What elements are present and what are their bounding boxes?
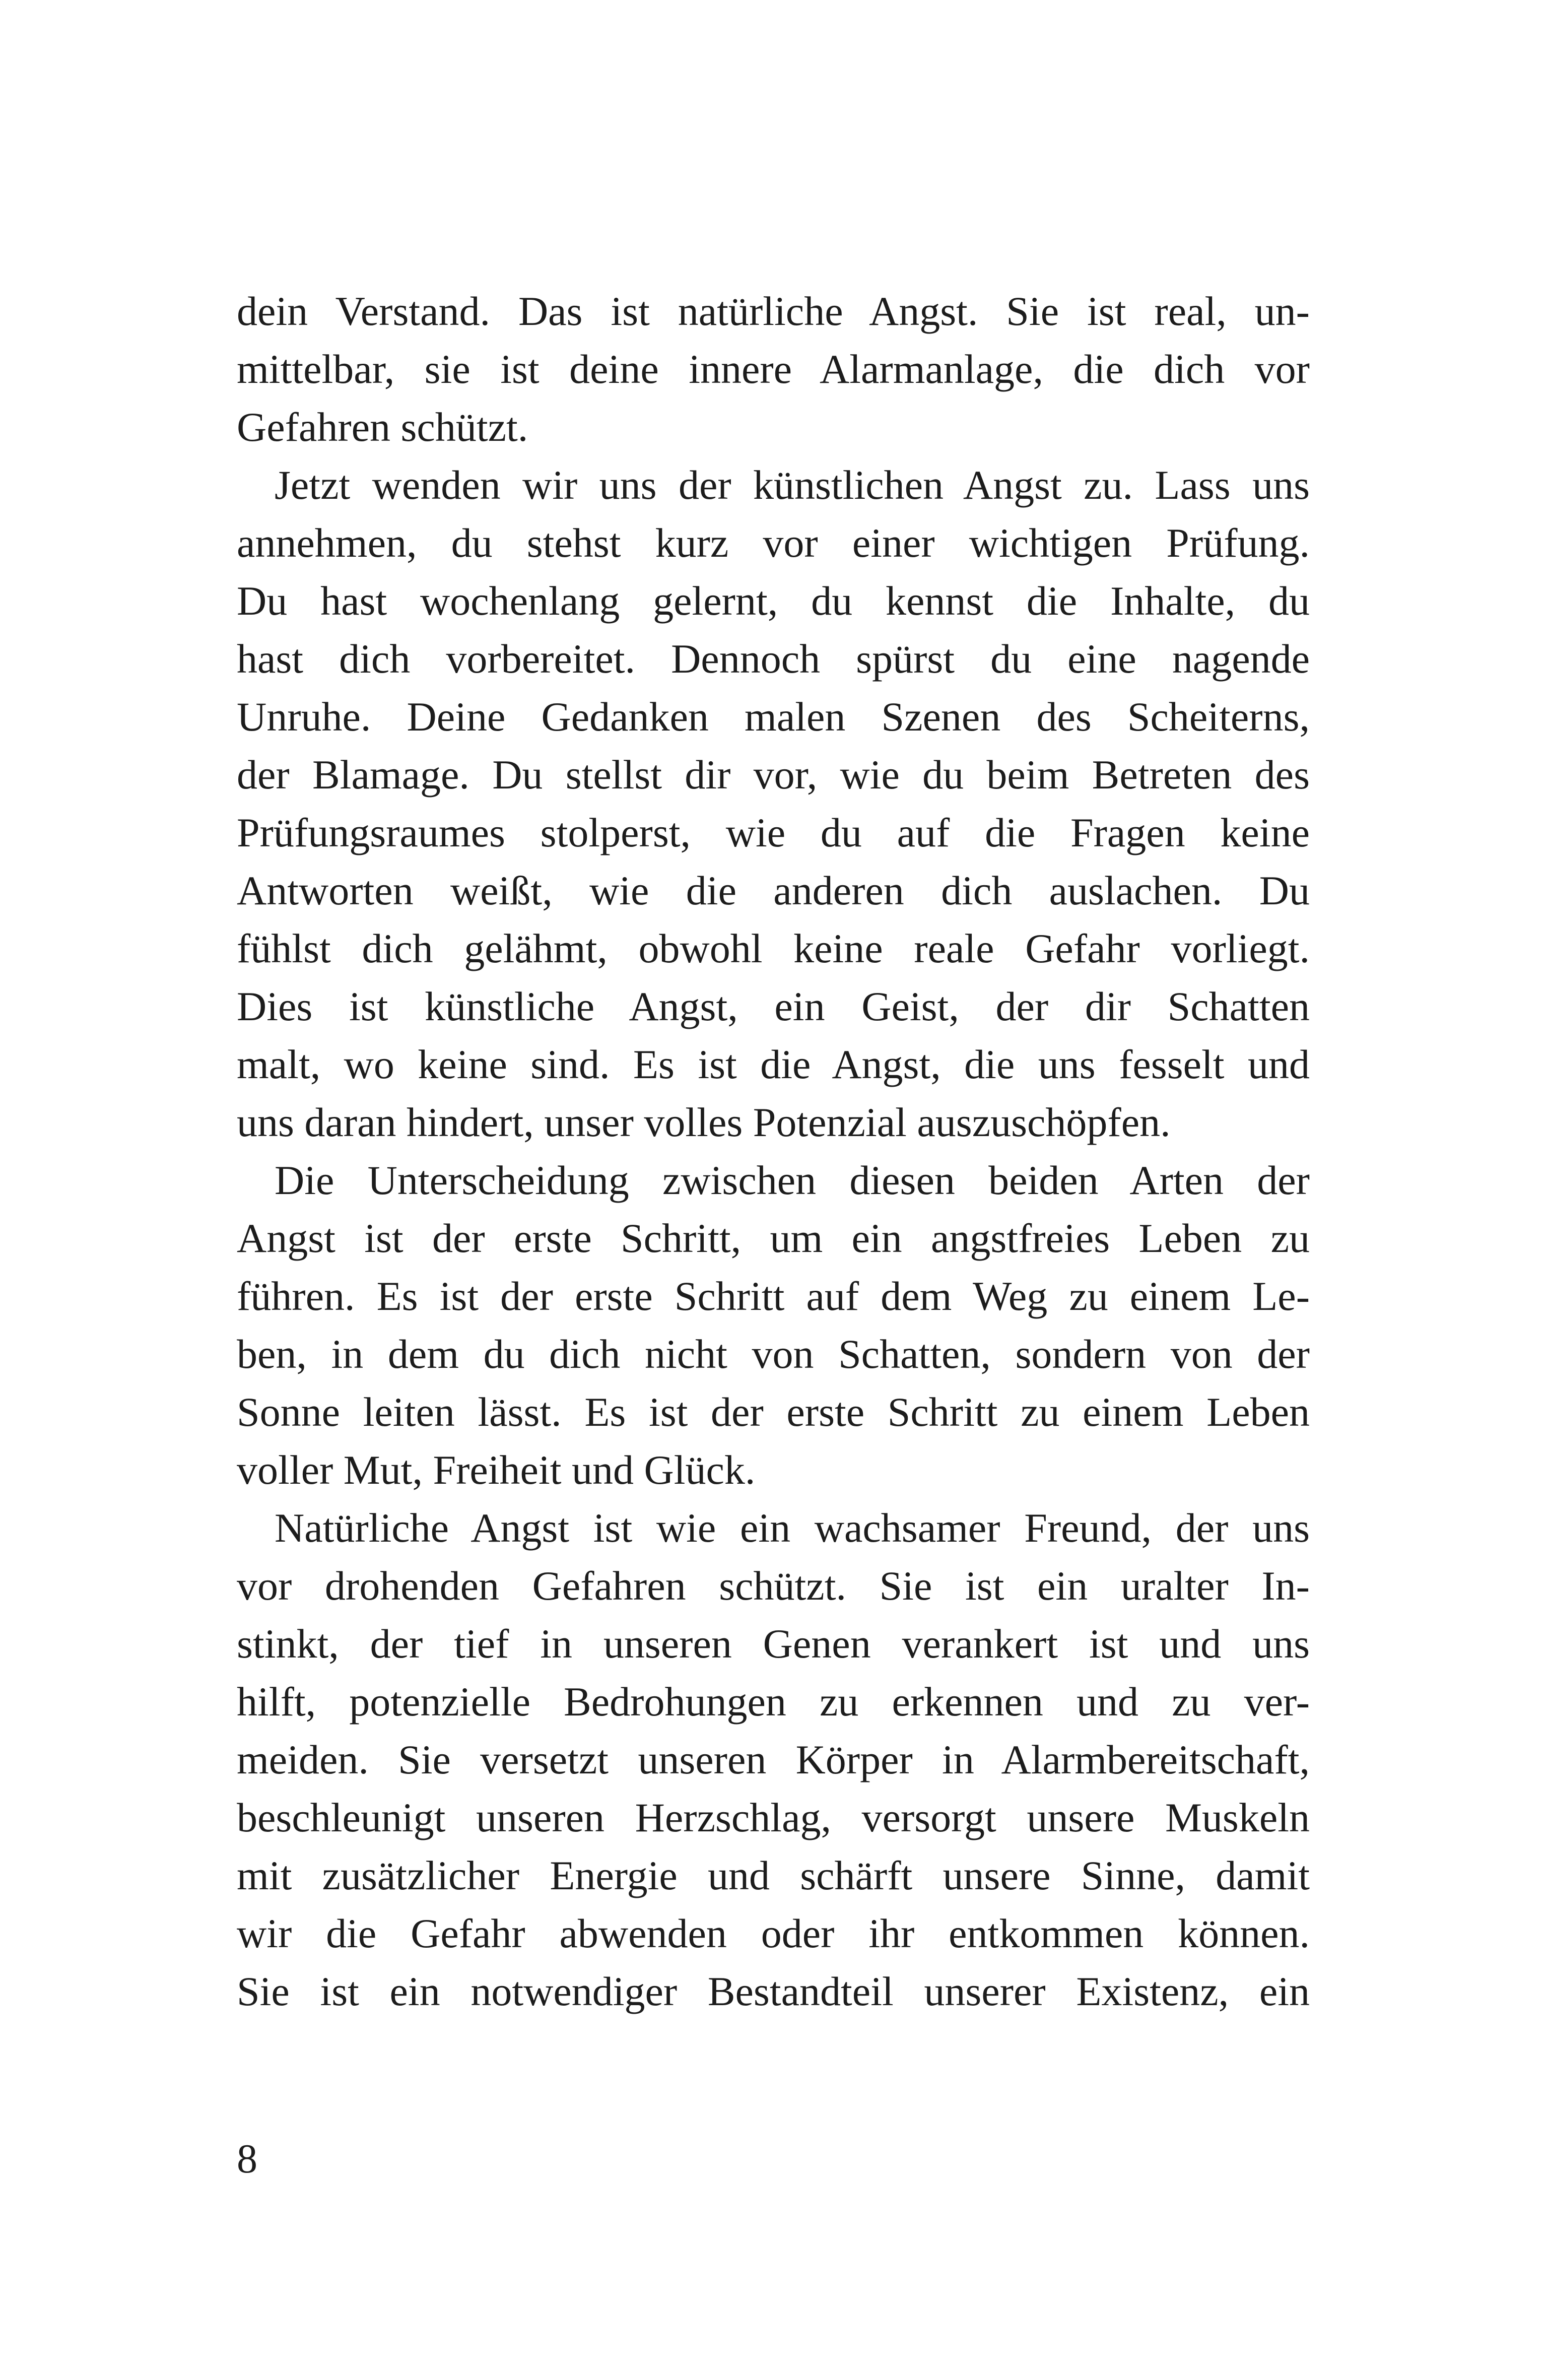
paragraph-1 bbox=[237, 282, 1310, 456]
text-line: der Blamage. Du stellst dir vor, wie du beim Betreten des bbox=[237, 752, 1310, 798]
text-line: Sie ist ein notwendiger Bestandteil unserer Existenz, ein bbox=[237, 1968, 1310, 2014]
text-line: Sonne leiten lässt. Es ist der erste Schritt zu einem Leben bbox=[237, 1389, 1310, 1435]
text-line: annehmen, du stehst kurz vor einer wichtigen Prüfung. bbox=[237, 520, 1310, 566]
text-line: Jetzt wenden wir uns der künstlichen Angst zu. Lass uns bbox=[275, 462, 1310, 508]
text-line: Die Unterscheidung zwischen diesen beiden Arten der bbox=[275, 1157, 1310, 1203]
text-line: uns daran hindert, unser volles Potenzial auszuschöpfen. bbox=[237, 1099, 1171, 1145]
text-line: vor drohenden Gefahren schützt. Sie ist ein uralter In- bbox=[237, 1563, 1310, 1609]
paragraph-3 bbox=[237, 1151, 1310, 1499]
text-line: Antworten weißt, wie die anderen dich auslachen. Du bbox=[237, 868, 1310, 913]
text-line: stinkt, der tief in unseren Genen verankert ist und uns bbox=[237, 1621, 1310, 1667]
text-line: Prüfungsraumes stolperst, wie du auf die Fragen keine bbox=[237, 810, 1310, 855]
text-line: malt, wo keine sind. Es ist die Angst, die uns fesselt und bbox=[237, 1041, 1310, 1087]
text-line: Dies ist künstliche Angst, ein Geist, der dir Schatten bbox=[237, 983, 1310, 1029]
page-number: 8 bbox=[237, 2136, 257, 2181]
text-line: wir die Gefahr abwenden oder ihr entkommen können. bbox=[237, 1910, 1310, 1956]
text-line: Unruhe. Deine Gedanken malen Szenen des Scheiterns, bbox=[237, 694, 1310, 740]
text-line: führen. Es ist der erste Schritt auf dem Weg zu einem Le- bbox=[237, 1273, 1310, 1319]
text-line: mit zusätzlicher Energie und schärft unsere Sinne, damit bbox=[237, 1853, 1310, 1898]
text-line: mittelbar, sie ist deine innere Alarmanlage, die dich vor bbox=[237, 346, 1310, 392]
body-text bbox=[237, 282, 1310, 2020]
paragraph-2 bbox=[237, 456, 1310, 1151]
text-line: ben, in dem du dich nicht von Schatten, sondern von der bbox=[237, 1331, 1310, 1377]
text-line: hast dich vorbereitet. Dennoch spürst du eine nagende bbox=[237, 636, 1310, 682]
paragraph-4 bbox=[237, 1499, 1310, 2020]
text-line: Du hast wochenlang gelernt, du kennst die Inhalte, du bbox=[237, 578, 1310, 624]
text-line: fühlst dich gelähmt, obwohl keine reale Gefahr vorliegt. bbox=[237, 925, 1310, 971]
text-line: hilft, potenzielle Bedrohungen zu erkennen und zu ver- bbox=[237, 1679, 1310, 1725]
text-line: Angst ist der erste Schritt, um ein angstfreies Leben zu bbox=[237, 1215, 1310, 1261]
text-line: Gefahren schützt. bbox=[237, 404, 528, 450]
text-line: voller Mut, Freiheit und Glück. bbox=[237, 1447, 756, 1493]
text-line: beschleunigt unseren Herzschlag, versorgt unsere Muskeln bbox=[237, 1795, 1310, 1840]
text-line: dein Verstand. Das ist natürliche Angst. Sie ist real, un- bbox=[237, 288, 1310, 334]
text-line: Natürliche Angst ist wie ein wachsamer Freund, der uns bbox=[275, 1505, 1310, 1551]
text-line: meiden. Sie versetzt unseren Körper in Alarmbereitschaft, bbox=[237, 1737, 1310, 1782]
